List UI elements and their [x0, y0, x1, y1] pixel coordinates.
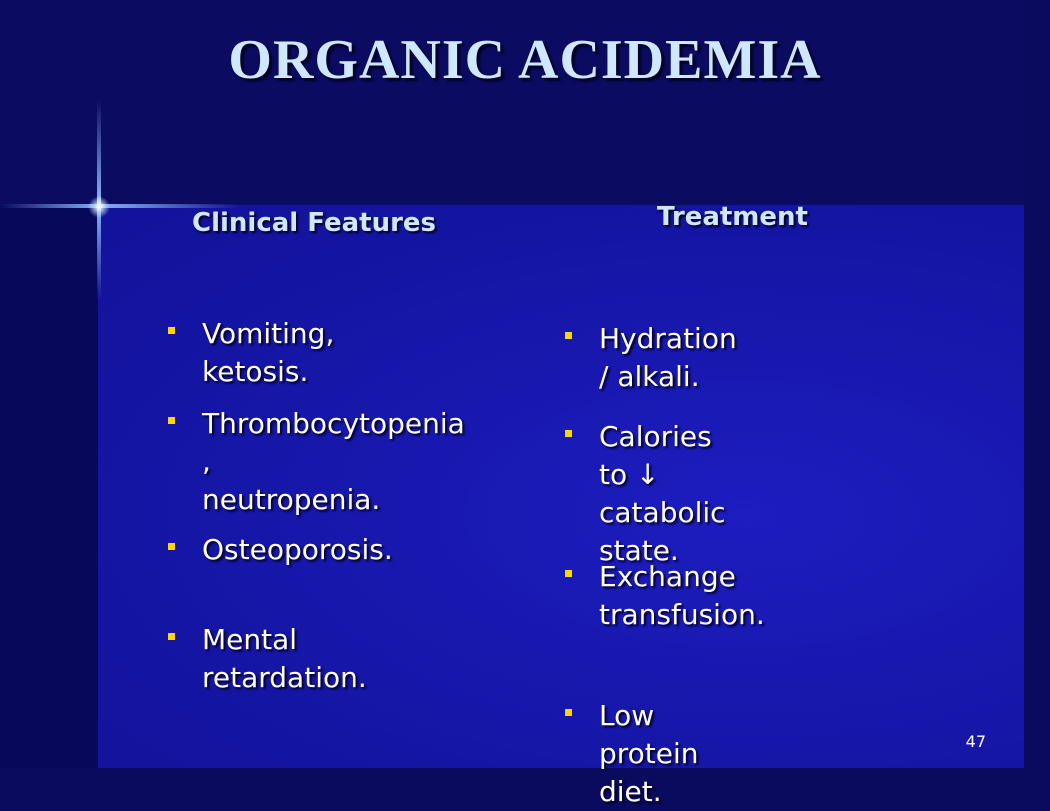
- treatment-heading: Treatment: [657, 202, 808, 232]
- item-text: Mental retardation.: [202, 623, 367, 694]
- item-text: Osteoporosis.: [202, 533, 393, 566]
- list-item: [599, 558, 765, 634]
- list-item: [599, 697, 699, 811]
- light-flare-icon: [88, 196, 110, 218]
- square-bullet-icon: [168, 633, 175, 640]
- square-bullet-icon: [168, 327, 175, 334]
- item-text: Low protein diet.: [599, 699, 699, 808]
- list-item: [599, 320, 737, 396]
- item-text: Calories to ↓: [599, 420, 712, 491]
- item-text-continued: catabolic state.: [599, 496, 726, 567]
- item-text: Hydration / alkali.: [599, 322, 737, 393]
- item-text-continued: transfusion.: [599, 598, 765, 631]
- page-number: 47: [965, 732, 986, 751]
- item-text: Vomiting, ketosis.: [202, 317, 335, 388]
- list-item: [202, 315, 334, 391]
- square-bullet-icon: [565, 570, 572, 577]
- list-item: [599, 418, 726, 570]
- square-bullet-icon: [565, 332, 572, 339]
- slide-title: ORGANIC ACIDEMIA: [228, 29, 822, 91]
- square-bullet-icon: [168, 543, 175, 550]
- square-bullet-icon: [565, 709, 572, 716]
- item-text: Exchange: [599, 560, 736, 593]
- clinical-features-heading: Clinical Features: [192, 208, 437, 238]
- list-item: [202, 405, 465, 519]
- item-text-continued: neutropenia.: [202, 483, 381, 516]
- square-bullet-icon: [168, 417, 175, 424]
- item-text: Thrombocytopenia ,: [202, 407, 465, 478]
- list-item: [202, 531, 393, 569]
- list-item: [202, 621, 367, 697]
- square-bullet-icon: [565, 430, 572, 437]
